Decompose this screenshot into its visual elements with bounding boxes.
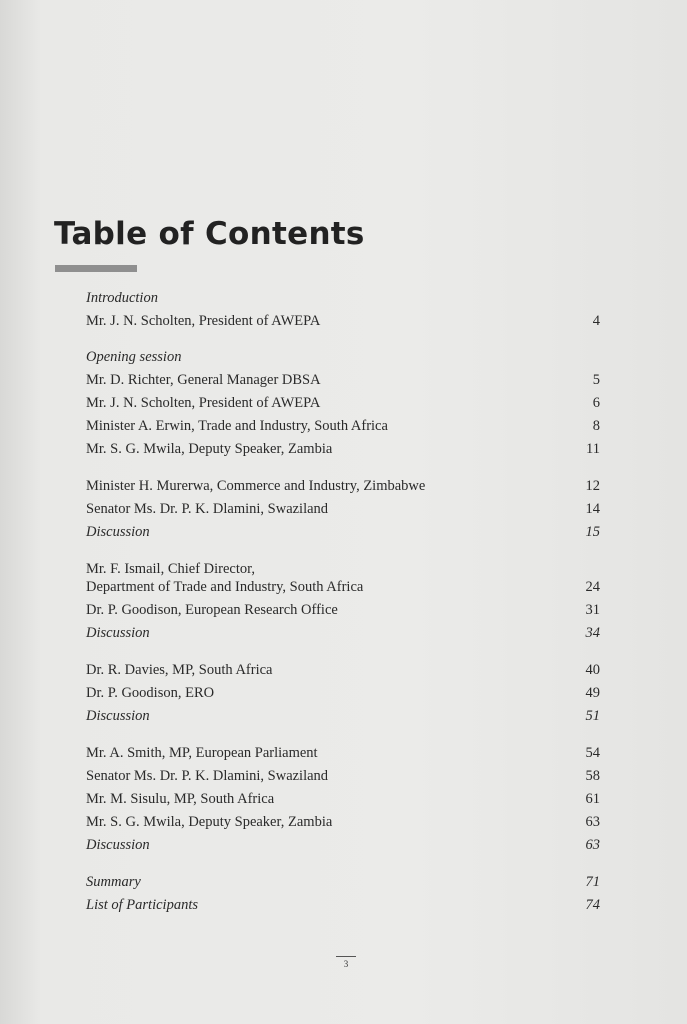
toc-entry-page: 40 [585,662,600,678]
toc-entry-page: 8 [592,418,600,434]
section-gap [86,330,600,344]
toc-entry-label: Discussion [86,708,150,724]
toc-entry-page: 49 [585,685,600,701]
toc-entry-page: 4 [592,313,600,329]
toc-entry [86,762,600,785]
toc-entry-label: Minister A. Erwin, Trade and Industry, South Africa [86,418,388,434]
toc-entry-label: Summary [86,874,141,890]
toc-entry-label: Dr. R. Davies, MP, South Africa [86,662,273,678]
toc-entry-page: 11 [586,441,600,457]
toc-entry-label: Mr. D. Richter, General Manager DBSA [86,372,321,388]
toc-entry [86,285,600,307]
toc-entry [86,891,600,914]
toc-entry-label: Discussion [86,625,150,641]
page-number: 3 [336,956,356,969]
toc-entry-label: Introduction [86,290,158,306]
toc-entry [86,389,600,412]
toc-entry [86,619,600,642]
toc-entry [86,679,600,702]
toc-entry-page: 14 [585,501,600,517]
toc-entry [86,472,600,495]
toc-entry-label: Discussion [86,837,150,853]
toc-entry-page: 63 [585,814,600,830]
toc-entry-label: Mr. S. G. Mwila, Deputy Speaker, Zambia [86,441,333,457]
toc-entry-page: 34 [585,625,600,641]
toc-entry-label: Minister H. Murerwa, Commerce and Industry, Zimbabwe [86,478,426,494]
toc-entry [86,366,600,389]
toc-entry [86,307,600,330]
section-gap [86,458,600,472]
section-gap [86,541,600,555]
toc-entry-page: 71 [585,874,600,890]
toc-entry [86,344,600,366]
toc-entry-label: Discussion [86,524,150,540]
section-gap [86,854,600,868]
toc-entry [86,739,600,762]
toc-entry-label: Mr. J. N. Scholten, President of AWEPA [86,395,321,411]
toc-entry [86,555,600,596]
section-gap [86,725,600,739]
toc-entry [86,495,600,518]
toc-entry [86,435,600,458]
toc-entry-page: 15 [585,524,600,540]
toc-entry-label: Mr. J. N. Scholten, President of AWEPA [86,313,321,329]
toc-entry-page: 58 [585,768,600,784]
toc-entry [86,831,600,854]
table-of-contents [86,285,600,914]
toc-entry [86,785,600,808]
toc-entry [86,868,600,891]
toc-entry-page: 61 [585,791,600,807]
toc-entry-label: Opening session [86,349,182,365]
toc-entry [86,596,600,619]
toc-entry [86,412,600,435]
toc-entry-page: 54 [585,745,600,761]
toc-entry-label: Dr. P. Goodison, European Research Office [86,602,338,618]
toc-entry-label [86,560,363,596]
toc-entry-page: 24 [585,579,600,595]
toc-entry-page: 63 [585,837,600,853]
page-title: Table of Contents [54,216,365,252]
toc-entry [86,808,600,831]
toc-entry-page: 74 [585,897,600,913]
toc-entry-label: Senator Ms. Dr. P. K. Dlamini, Swaziland [86,501,329,517]
toc-entry-label: Mr. M. Sisulu, MP, South Africa [86,791,275,807]
toc-entry-label: Mr. S. G. Mwila, Deputy Speaker, Zambia [86,814,333,830]
toc-entry-label: List of Participants [86,897,198,913]
toc-entry-page: 6 [592,395,600,411]
toc-entry-page: 51 [585,708,600,724]
title-underline [55,265,137,272]
toc-entry-label: Mr. A. Smith, MP, European Parliament [86,745,318,761]
toc-entry-label-line: Mr. F. Ismail, Chief Director, [86,561,256,577]
toc-entry-label: Senator Ms. Dr. P. K. Dlamini, Swaziland [86,768,329,784]
toc-entry-label-line: Department of Trade and Industry, South Africa [86,579,364,595]
toc-entry-label: Dr. P. Goodison, ERO [86,685,215,701]
section-gap [86,642,600,656]
toc-entry [86,656,600,679]
toc-entry-page: 12 [585,478,600,494]
toc-entry [86,518,600,541]
toc-entry [86,702,600,725]
toc-entry-page: 5 [592,372,600,388]
toc-entry-page: 31 [585,602,600,618]
